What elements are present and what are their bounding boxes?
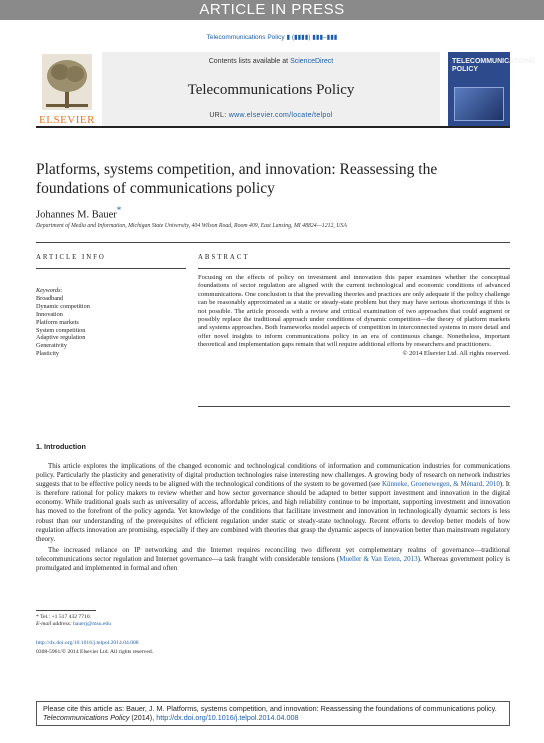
email-label: E-mail address:: [36, 621, 74, 628]
citation-link[interactable]: Mueller & Van Eeten, 2013: [339, 554, 418, 563]
cite-journal: Telecommunications Policy: [43, 713, 130, 723]
keyword-item: Broadband: [36, 294, 64, 302]
elsevier-tree-icon: [42, 54, 92, 110]
citation-link[interactable]: Künneke, Groenewegen, & Ménard, 2010: [381, 480, 500, 489]
article-title: Platforms, systems competition, and innovation: Reassessing the foundations of communications policy: [36, 161, 438, 197]
journal-url-link[interactable]: www.elsevier.com/locate/telpol: [228, 112, 333, 119]
please-cite-box: [36, 701, 510, 726]
keyword-item: Innovation: [36, 310, 63, 318]
contents-line: [102, 58, 440, 65]
cite-doi-link[interactable]: http://dx.doi.org/10.1016/j.telpol.2014.04.008: [156, 713, 299, 723]
paragraph: [36, 462, 510, 544]
cover-title: TELECOMMUNICATIONS POLICY: [452, 58, 536, 73]
abstract-copyright: © 2014 Elsevier Ltd. All rights reserved.: [402, 349, 510, 357]
author-name: Johannes M. Bauer: [36, 209, 117, 221]
doi-link[interactable]: http://dx.doi.org/10.1016/j.telpol.2014.04.008: [36, 640, 139, 646]
paragraph-text: ). Whereas government policy is promulgated and implemented in formal and often: [36, 554, 510, 573]
paragraph: [36, 546, 510, 573]
abstract-divider: [198, 268, 510, 269]
keyword-item: Adaptive regulation: [36, 334, 86, 342]
journal-header: [36, 52, 536, 128]
paragraph-text: ). It is therefore rational for policy makers to review whether and how sector governance should be adapted to better support investment and innovation in the digital economy. While traditional goals such as universality of access, affordable prices, and high reliability continue to be important, supporting investment and innovation has moved to the forefront of the policy agenda. Yet knowledge of the conditions that facilitate investment and innovation in technologically dynamic sectors is less robust than our understanding of the prerequisites of efficient regulation under static or steady-state technology. Recent efforts to develop better models of how regulation affects innovation are promising, especially if they are combined with theories that grasp the dynamic aspects of innovation better than mainstream regulatory theory.: [36, 480, 511, 543]
paragraph-text: This article explores the implications of the changed economic and technological conditions of information and communication industries for communications policy. Particularly the plasticity and generativity of digital production technologies raise interesting new challenges. A growing body of research on network industries suggests that to be effective policy needs to be aligned with the technological conditions of the system to be governed (see: [36, 462, 510, 489]
section-heading-introduction: 1. Introduction: [36, 442, 86, 451]
journal-citeline[interactable]: Telecommunications Policy ▮ (▮▮▮▮) ▮▮▮–▮▮▮: [206, 34, 338, 41]
keyword-item: Dynamic competition: [36, 302, 90, 310]
keyword-item: System competition: [36, 326, 86, 334]
keyword-item: Generativity: [36, 342, 67, 350]
author-footnote-marker[interactable]: *: [116, 205, 122, 215]
article-info-heading: ARTICLE INFO: [36, 254, 106, 261]
paragraph-text: The increased reliance on IP networking and the Internet requires reconciling two different yet complementary realms of governance—traditional telecommunications sector regulation and Internet governance—a task fraught with considerable tensions (: [36, 545, 510, 563]
keywords-list: [36, 287, 186, 358]
abstract-text: Focusing on the effects of policy on investment and innovation this paper examines whether the conceptual foundations of sector regulation are aligned with the current technological and economic conditions of advanced communications. One conclusion is that the prevailing theories and practices are only adequate if the policy challenge can be reasonably approximated as a static or steady-state problem but they may have serious shortcomings if this is not possible. The article proceeds with a review and critical examination of two approaches that could augment or possibly replace the traditional approach under conditions of dynamic competition—the theory of platform markets and systems approaches. Both frameworks model aspects of competition in interconnected systems in more detail and offer novel insights to inform communications policy in an era of continuous change. Nonetheless, important theoretical and implementation gaps remain that will require additional efforts by researchers and practitioners.: [198, 274, 510, 349]
email-link[interactable]: bauerj@msu.edu: [73, 621, 112, 628]
footnotes: [36, 614, 336, 628]
header-divider: [36, 242, 510, 243]
elsevier-logo[interactable]: [36, 52, 98, 128]
footnote-divider: [36, 610, 96, 611]
author-line: [36, 205, 121, 221]
keyword-item: Plasticity: [36, 350, 60, 358]
keywords-label: Keywords:: [36, 287, 63, 294]
journal-info-box: [102, 52, 440, 126]
journal-title[interactable]: Telecommunications Policy: [187, 82, 355, 98]
url-prefix: URL:: [209, 112, 229, 119]
sciencedirect-link[interactable]: ScienceDirect: [290, 58, 334, 65]
keyword-item: Platform markets: [36, 318, 79, 326]
contents-prefix: Contents lists available at: [208, 58, 291, 65]
journal-cover-image[interactable]: [448, 52, 536, 126]
cite-year: (2014),: [129, 713, 157, 723]
issn-copyright: 0308-5961/© 2014 Elsevier Ltd. All rights reserved.: [36, 649, 154, 655]
introduction-body: [36, 462, 510, 575]
article-info-divider: [36, 268, 186, 269]
abstract-bottom-divider: [198, 406, 510, 407]
abstract-body: [198, 274, 510, 358]
author-affiliation: Department of Media and Information, Michigan State University, 404 Wilson Road, Room 409, East Lansing, MI 48824—1212, USA: [36, 223, 347, 229]
footnote-email-line: [36, 621, 336, 628]
cite-text: Please cite this article as: Bauer, J. M. Platforms, systems competition, and innovation: Reassessing the foundations of communications policy.: [43, 704, 497, 713]
publisher-name: ELSEVIER: [39, 114, 95, 126]
footnote-tel: * Tel.: +1 517 432 7710.: [36, 614, 92, 620]
abstract-heading: ABSTRACT: [198, 254, 250, 261]
cover-artwork: [454, 87, 504, 121]
article-in-press-banner: ARTICLE IN PRESS: [0, 0, 544, 20]
journal-url-line: [102, 112, 440, 119]
